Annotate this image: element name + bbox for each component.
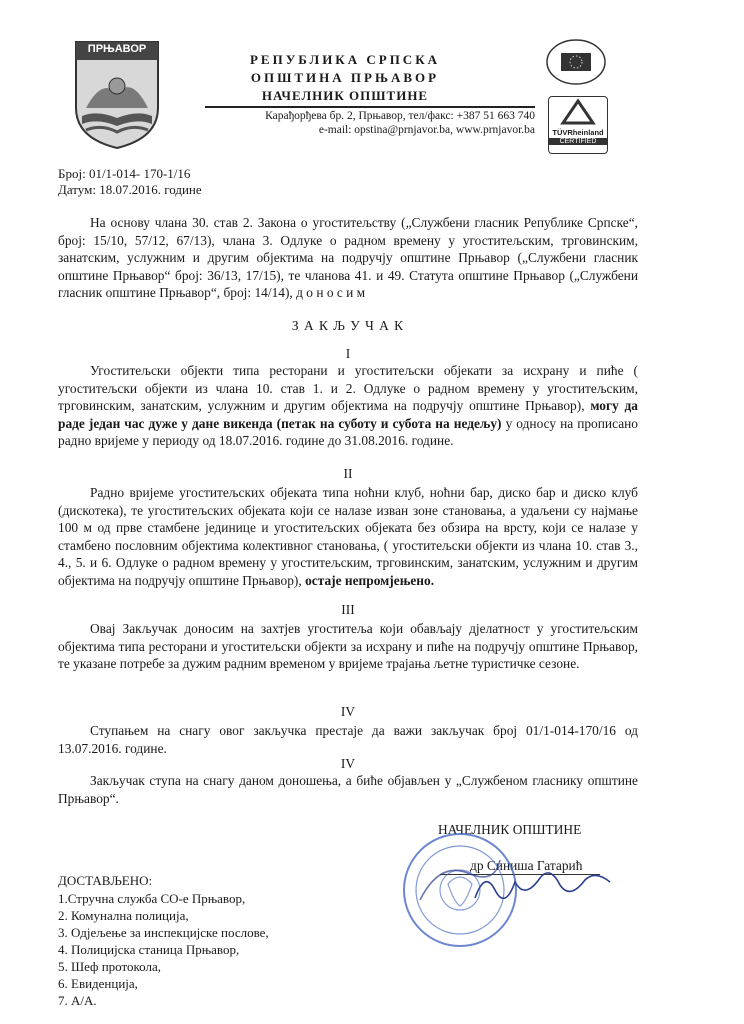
document-title: З А К Љ У Ч А К [291,318,405,333]
section-1-text [58,362,638,450]
section-1-label: I [345,346,351,361]
section-5-label: IV [340,756,356,771]
crest-label: ПРЊАВОР [87,43,147,55]
tuv-label: TÜVRheinland [552,128,604,137]
preamble: На основу члана 30. став 2. Закона о угоститељству („Службени гласник Републике Српске“, број: 15/10, 57/12, 67/13), члана 3. Одлуке о радном времену у угоститељским, трговинским, занатским, услужним и другим објектима на подручју општине Прњавор („Службени гласник општине Прњавор“ број: 36/13, 17/15), те чланова 41. и 49. Статута општине Прњавор („Службени гласник општине Прњавор“, број: 14/14), д о н о с и м [58,215,638,300]
header-contact: e-mail: opstina@prnjavor.ba, www.prnjavor.ba [318,124,535,136]
section-3-text: Овај Закључак доносим на захтјев угоститеља који обављају дјелатност у угоститељским објектима типа ресторани и угоститељски објекти за исхрану и пиће на подручју општине Прњавор, те указане потребе за дужим радним временом у вријеме трајања љетне туристичке сезоне. [58,621,638,671]
signature-title: НАЧЕЛНИК ОПШТИНЕ [438,822,582,837]
eu-badge-icon [545,38,607,86]
header-divider [205,106,535,108]
distribution-item: 1.Стручна служба СО-е Прњавор, [58,891,246,906]
distribution-item: 5. Шеф протокола, [58,959,162,974]
section-2-text [58,484,638,589]
section-4-label: IV [340,704,356,719]
tuv-certificate-icon [548,96,608,154]
section-1-text-b: у односу на прописано радно вријеме у периоду од 18.07.2016. године до 31.08.2016. године. [58,415,639,448]
distribution-item: 2. Комунална полиција, [58,908,189,923]
document-number: Број: 01/1-014- 170-1/16 [58,166,191,181]
section-4-text: Ступањем на снагу овог закључка престаје да важи закључак број 01/1-014-170/16 од 13.07.2016. године. [58,723,638,756]
distribution-heading: ДОСТАВЉЕНО: [58,873,153,888]
header-office: НАЧЕЛНИК ОПШТИНЕ [261,88,429,103]
section-5-text: Закључак ступа на снагу даном доношења, а биће објављен у „Службеном гласнику општине Прњавор“. [58,773,638,806]
section-2-text-a: Радно вријеме угоститељских објеката типа ноћни клуб, ноћни бар, диско бар и диско клуб (дискотека), те угоститељских објеката који се налазе изван зоне становања, а удаљени су најмање 100 м од прве стамбене јединице и угоститељских објеката без обзира на врсту, који се налазе у стамбено пословним објектима колективног становања, ( угоститељски објекти из члана 10. став 3., 4., 5. и 6. Одлуке о радном времену у угоститељским, трговинским, занатским, услужним и другим објектима на подручју општине Прњавор), [58,485,638,588]
distribution-list [58,890,269,1009]
header-republic: РЕПУБЛИКА СРПСКА [249,52,441,67]
distribution-item: 7. А/А. [58,993,97,1008]
section-1-text-bold: могу да раде један час дуже у дане викенда (петак на суботу и субота на недељу) [58,398,638,431]
distribution-item: 6. Евиденција, [58,976,138,991]
section-2-label: II [343,466,353,481]
tuv-certified-label: CERTIFIED [548,138,608,145]
section-2-text-bold: остаје непромјењено. [305,572,435,588]
document-date: Датум: 18.07.2016. године [58,182,202,197]
distribution-item: 3. Одјељење за инспекцијске послове, [58,925,269,940]
header-municipality: ОПШТИНА ПРЊАВОР [250,70,440,85]
section-3-label: III [341,602,355,617]
distribution-item: 4. Полицијска станица Прњавор, [58,942,240,957]
handwritten-signature-icon [470,860,620,910]
signature-name: др Синиша Гатарић [470,858,583,873]
section-1-text-a: Угоститељски објекти типа ресторани и угоститељски објекати за исхрану и пиће ( угоститељски објекти из члана 10. став 1. и 2. Одлуке о радном времену у угоститељским, трговинским, занатским, услужним и другим објектима на подручју општине Прњавор), [58,363,638,413]
header-address: Карађорђева бр. 2, Прњавор, тел/факс: +387 51 663 740 [265,110,535,122]
